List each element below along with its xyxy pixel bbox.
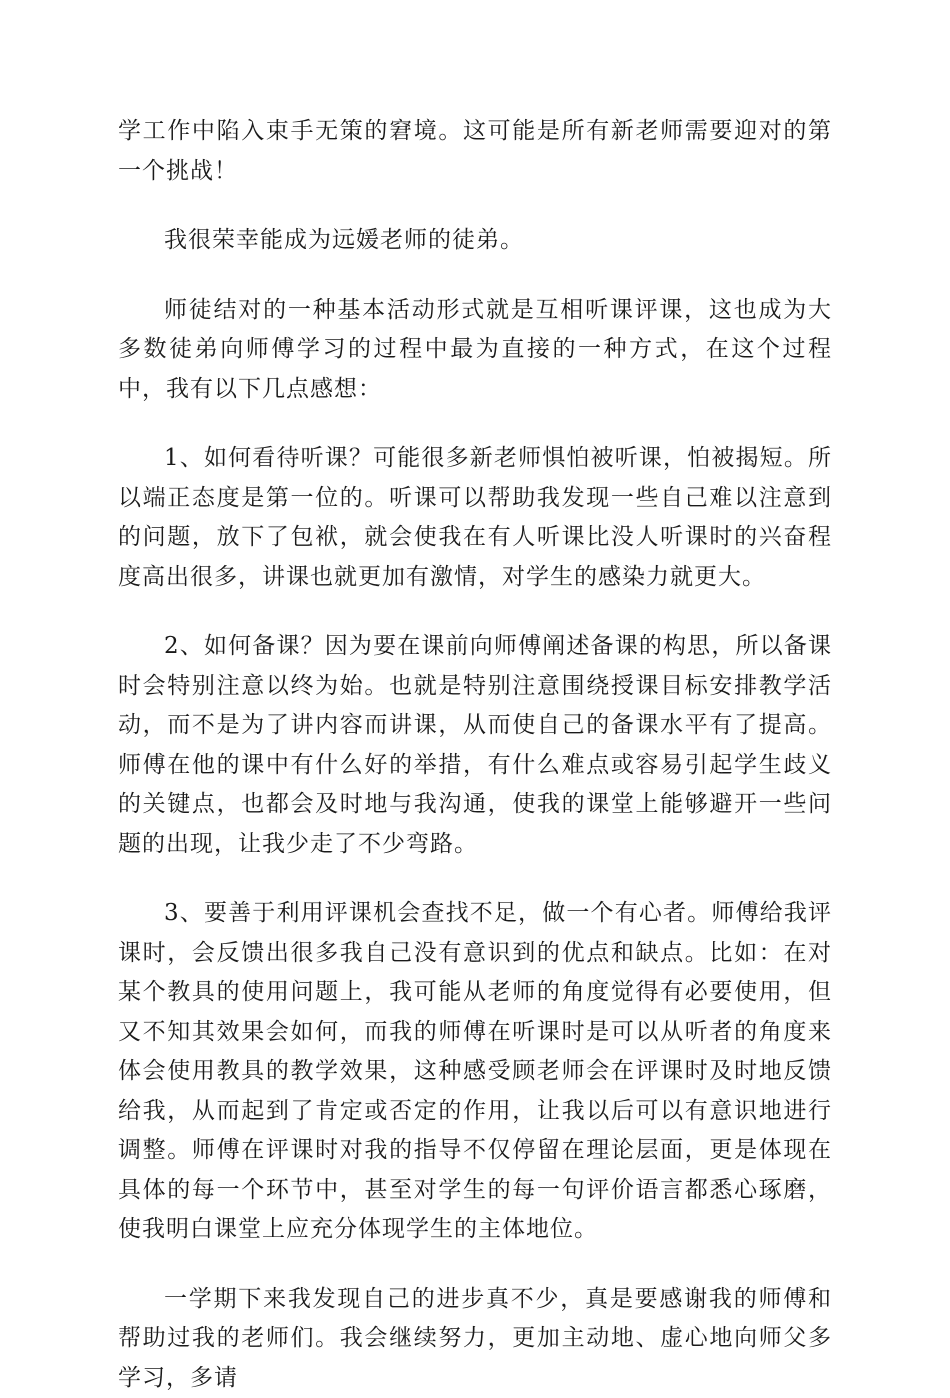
paragraph-point-2: 2、如何备课？因为要在课前向师傅阐述备课的构思，所以备课时会特别注意以终为始。也就是特别注意围绕授课目标安排教学活动，而不是为了讲内容而讲课，从而使自己的备课水平有了提高。师傅在他的课中有什么好的举措，有什么难点或容易引起学生歧义的关键点，也都会及时地与我沟通，使我的课堂上能够避开一些问题的出现，让我少走了不少弯路。 xyxy=(118,627,832,864)
paragraph-apprentice-intro: 我很荣幸能成为远媛老师的徒弟。 xyxy=(118,221,832,261)
paragraph-point-3: 3、要善于利用评课机会查找不足，做一个有心者。师傅给我评课时，会反馈出很多我自己没有意识到的优点和缺点。比如：在对某个教具的使用问题上，我可能从老师的角度觉得有必要使用，但又不知其效果会如何，而我的师傅在听课时是可以从听者的角度来体会使用教具的教学效果，这种感受顾老师会在评课时及时地反馈给我，从而起到了肯定或否定的作用，让我以后可以有意识地进行调整。师傅在评课时对我的指导不仅停留在理论层面，更是体现在具体的每一个环节中，甚至对学生的每一句评价语言都悉心琢磨，使我明白课堂上应充分体现学生的主体地位。 xyxy=(118,894,832,1250)
paragraph-point-1: 1、如何看待听课？可能很多新老师惧怕被听课，怕被揭短。所以端正态度是第一位的。听课可以帮助我发现一些自己难以注意到的问题，放下了包袱，就会使我在有人听课比没人听课时的兴奋程度高出很多，讲课也就更加有激情，对学生的感染力就更大。 xyxy=(118,439,832,597)
paragraph-mentoring-form: 师徒结对的一种基本活动形式就是互相听课评课，这也成为大多数徒弟向师傅学习的过程中最为直接的一种方式，在这个过程中，我有以下几点感想： xyxy=(118,291,832,410)
paragraph-conclusion: 一学期下来我发现自己的进步真不少，真是要感谢我的师傅和帮助过我的老师们。我会继续努力，更加主动地、虚心地向师父多学习，多请 xyxy=(118,1280,832,1398)
paragraph-continuation: 学工作中陷入束手无策的窘境。这可能是所有新老师需要迎对的第一个挑战！ xyxy=(118,112,832,191)
